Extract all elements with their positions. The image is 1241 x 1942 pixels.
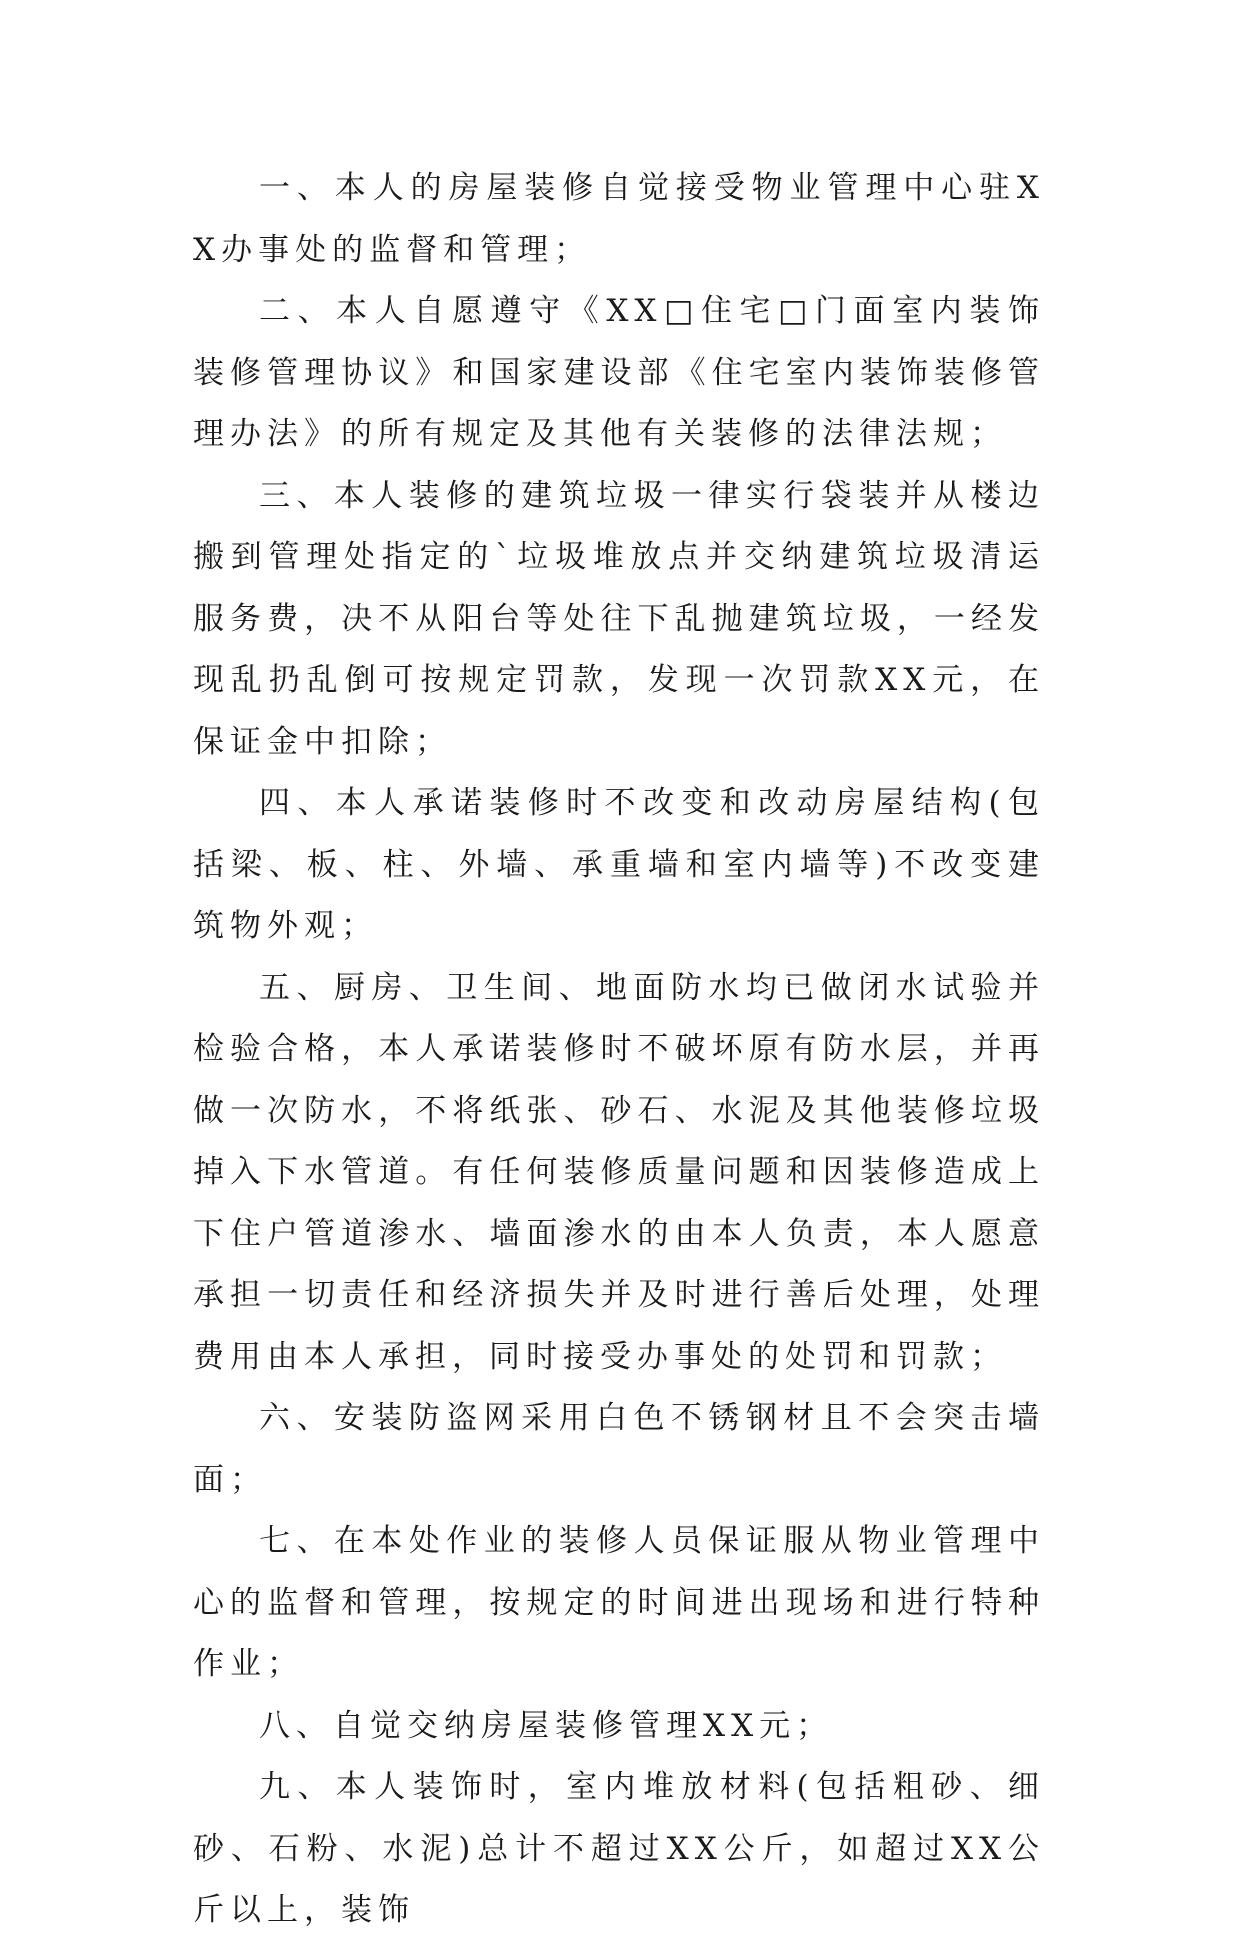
paragraph-7: 七、在本处作业的装修人员保证服从物业管理中心的监督和管理，按规定的时间进出现场和进行特种作业；	[193, 1523, 1045, 1682]
paragraph-8: 八、自觉交纳房屋装修管理XX元；	[259, 1707, 834, 1744]
paragraph-5: 五、厨房、卫生间、地面防水均已做闭水试验并检验合格，本人承诺装修时不破坏原有防水层，并再做一次防水，不将纸张、砂石、水泥及其他装修垃圾掉入下水管道。有任何装修质量问题和因装修造成上下住户管道渗水、墙面渗水的由本人负责，本人愿意承担一切责任和经济损失并及时进行善后处理，处理费用由本人承担，同时接受办事处的处罚和罚款；	[193, 969, 1045, 1375]
paragraph-3: 三、本人装修的建筑垃圾一律实行袋装并从楼边搬到管理处指定的`垃圾堆放点并交纳建筑垃圾清运服务费，决不从阳台等处往下乱抛建筑垃圾，一经发现乱扔乱倒可按规定罚款，发现一次罚款XX元，在保证金中扣除；	[193, 477, 1045, 760]
paragraph-4: 四、本人承诺装修时不改变和改动房屋结构(包括梁、板、柱、外墙、承重墙和室内墙等)不改变建筑物外观；	[193, 785, 1045, 944]
paragraph-2: 二、本人自愿遵守《XX□住宅□门面室内装饰装修管理协议》和国家建设部《住宅室内装饰装修管理办法》的所有规定及其他有关装修的法律法规；	[193, 293, 1045, 452]
paragraph-9: 九、本人装饰时，室内堆放材料(包括粗砂、细砂、石粉、水泥)总计不超过XX公斤，如超过XX公斤以上，装饰	[193, 1769, 1045, 1928]
paragraph-1: 一、本人的房屋装修自觉接受物业管理中心驻XX办事处的监督和管理；	[193, 170, 1045, 268]
paragraph-6: 六、安装防盗网采用白色不锈钢材且不会突击墙面；	[193, 1400, 1045, 1498]
document-body	[193, 158, 1045, 1942]
